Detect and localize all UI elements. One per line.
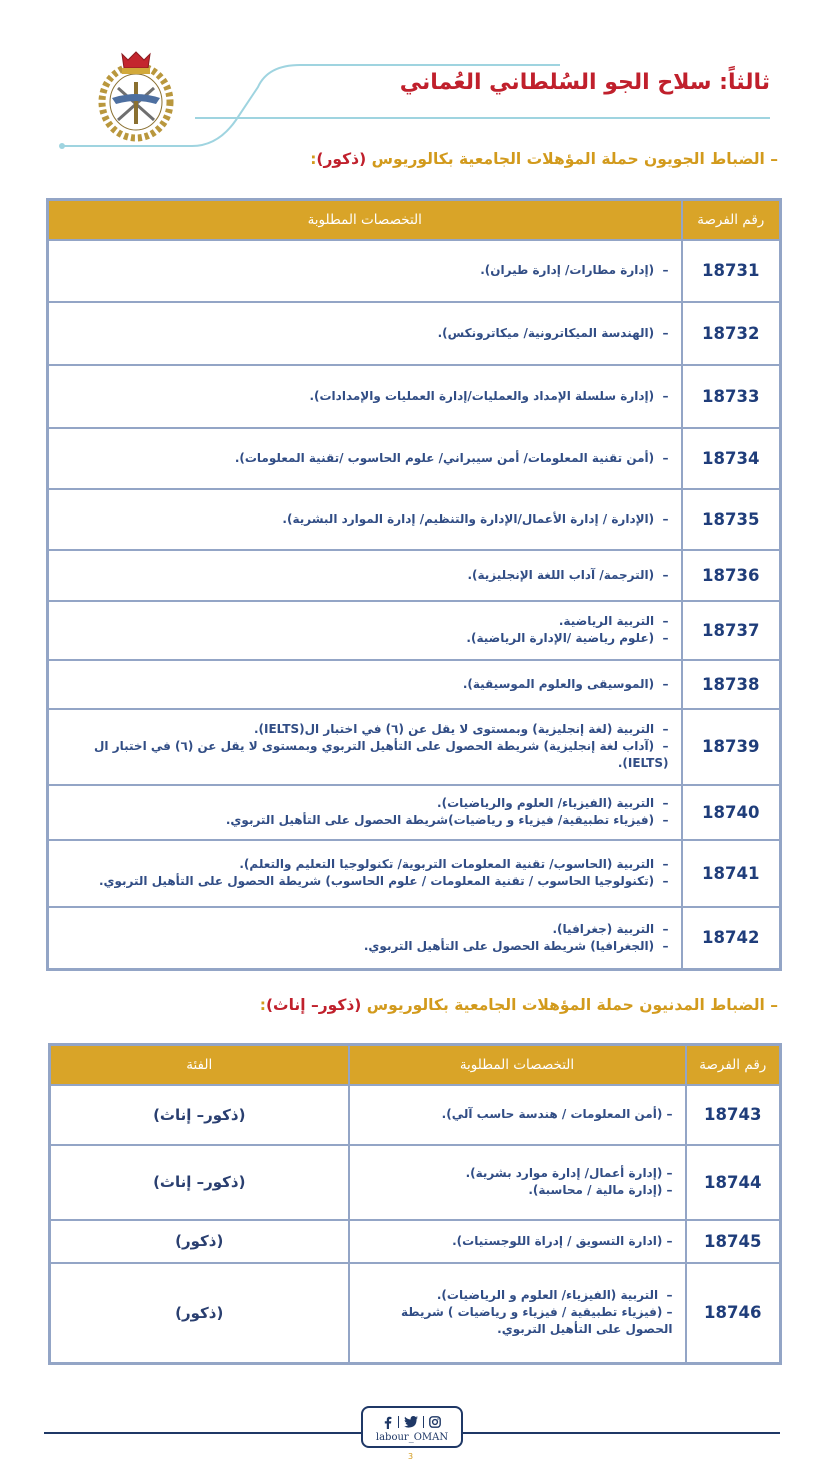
specialization-item: – (أمن تقنية المعلومات/ أمن سيبراني/ علوم الحاسوب /تقنية المعلومات). (234, 450, 669, 465)
footer-divider-left (44, 1432, 362, 1434)
opportunity-number: 18741 (682, 840, 781, 907)
specialization-item: – (أمن المعلومات / هندسة حاسب آلي). (441, 1107, 673, 1121)
heading-suffix: : (310, 150, 317, 168)
table-row (48, 601, 781, 660)
table-header-row (48, 200, 781, 240)
required-specializations (48, 550, 682, 601)
required-specializations (48, 489, 682, 550)
table-row (50, 1220, 781, 1263)
specialization-item: – (تكنولوجيا الحاسوب / تقنية المعلومات / علوم الحاسوب) شريطة الحصول على التأهيل التربوي. (98, 874, 669, 888)
air-force-emblem (92, 44, 180, 144)
opportunity-number: 18740 (682, 785, 781, 840)
gender-category: (ذكور) (50, 1263, 349, 1364)
required-specializations (48, 240, 682, 302)
specialization-item: – التربية (الفيزياء/ العلوم و الرياضيات). (436, 1288, 673, 1303)
gender-label: (ذكور– إناث) (265, 996, 362, 1014)
footer-divider-right (463, 1432, 780, 1434)
specialization-item: – (الإدارة / إدارة الأعمال/الإدارة والتنظيم/ إدارة الموارد البشرية). (282, 511, 669, 526)
gender-category: (ذكور– إناث) (50, 1145, 349, 1220)
specialization-item: – التربية (الحاسوب/ تقنية المعلومات التربوية/ تكنولوجيا التعليم والتعلم). (239, 857, 669, 871)
gender-category: (ذكور) (50, 1220, 349, 1263)
opportunity-number: 18743 (686, 1085, 781, 1145)
facebook-icon[interactable] (383, 1416, 393, 1429)
specialization-item: – (ادارة التسويق / إدراة اللوجستيات). (452, 1233, 673, 1248)
table-row (48, 785, 781, 840)
specialization-item: – (آداب لغة إنجليزية) شريطة الحصول على التأهيل التربوي وبمستوى لا يقل عن (٦) في اختبار ال (IELTS). (89, 739, 669, 770)
opportunity-number: 18731 (682, 240, 781, 302)
icon-separator (398, 1416, 399, 1428)
section-heading-text: – الضباط الجويون حملة المؤهلات الجامعية بكالوريوس (366, 150, 778, 168)
required-specializations (48, 428, 682, 489)
specialization-item: – (إدارة مطارات/ إدارة طيران). (480, 263, 669, 277)
opportunity-number: 18734 (682, 428, 781, 489)
required-specializations (48, 840, 682, 907)
specialization-item: – التربية (لغة إنجليزية) وبمستوى لا يقل عن (٦) في اختبار ال(IELTS). (253, 722, 669, 736)
table-row (48, 302, 781, 365)
opportunity-number: 18733 (682, 365, 781, 428)
section-heading-civil-officers (260, 996, 778, 1014)
opportunity-number: 18735 (682, 489, 781, 550)
col-header-category: الفئة (50, 1045, 349, 1085)
table-row (48, 365, 781, 428)
table-row (48, 428, 781, 489)
required-specializations (48, 365, 682, 428)
specialization-item: – (إدارة سلسلة الإمداد والعمليات/إدارة العمليات والإمدادات). (309, 388, 669, 403)
specialization-item: – التربية الرياضية. (558, 614, 669, 628)
instagram-icon[interactable] (429, 1416, 441, 1428)
specialization-item: – التربية (الفيزياء/ العلوم والرياضيات). (437, 796, 669, 810)
table-header-row (50, 1045, 781, 1085)
specialization-item: – (الموسيقى والعلوم الموسيقية). (462, 676, 669, 691)
table-row (50, 1085, 781, 1145)
specialization-item: – (إدارة مالية / محاسبة). (528, 1183, 673, 1197)
col-header-specs: التخصصات المطلوبة (48, 200, 682, 240)
table-row (48, 550, 781, 601)
col-header-number: رقم الفرصة (682, 200, 781, 240)
specialization-item: – (فيزياء تطبيقية/ فيزياء و رياضيات)شريطة الحصول على التأهيل التربوي. (225, 813, 669, 827)
required-specializations (349, 1263, 686, 1364)
heading-suffix: : (259, 996, 266, 1014)
table-row (48, 907, 781, 970)
specialization-item: – التربية (جغرافيا). (552, 921, 669, 936)
opportunity-number: 18744 (686, 1145, 781, 1220)
table-row (48, 709, 781, 785)
specialization-item: – (الترجمة/ آداب اللغة الإنجليزية). (467, 567, 669, 582)
specialization-item: – (إدارة أعمال/ إدارة موارد بشرية). (465, 1166, 673, 1180)
opportunity-number: 18742 (682, 907, 781, 970)
social-media-badge[interactable] (361, 1406, 463, 1448)
col-header-number: رقم الفرصة (686, 1045, 781, 1085)
icon-separator (423, 1416, 424, 1428)
required-specializations (48, 709, 682, 785)
specialization-item: – (علوم رياضية /الإدارة الرياضية). (466, 631, 669, 645)
specialization-item: – (الجغرافيا) شريطة الحصول على التأهيل التربوي. (363, 938, 669, 953)
gender-label: (ذكور) (316, 150, 367, 168)
section-heading-text: – الضباط المدنيون حملة المؤهلات الجامعية بكالوريوس (361, 996, 778, 1014)
social-handle: labour_OMAN (375, 1432, 449, 1443)
table-row (48, 240, 781, 302)
required-specializations (48, 660, 682, 709)
air-officers-table (46, 198, 782, 971)
col-header-specs: التخصصات المطلوبة (349, 1045, 686, 1085)
page-title: ثالثاً: سلاح الجو السُلطاني العُماني (399, 70, 770, 95)
twitter-icon[interactable] (404, 1416, 418, 1428)
gender-category: (ذكور– إناث) (50, 1085, 349, 1145)
opportunity-number: 18737 (682, 601, 781, 660)
page-number: 3 (408, 1452, 414, 1461)
table-row (50, 1263, 781, 1364)
required-specializations (48, 601, 682, 660)
required-specializations (48, 302, 682, 365)
civil-officers-table (48, 1043, 782, 1365)
required-specializations (349, 1220, 686, 1263)
required-specializations (349, 1145, 686, 1220)
opportunity-number: 18738 (682, 660, 781, 709)
social-icons (363, 1414, 461, 1430)
opportunity-number: 18736 (682, 550, 781, 601)
table-row (48, 660, 781, 709)
table-row (48, 840, 781, 907)
opportunity-number: 18746 (686, 1263, 781, 1364)
specialization-item: – (فيزياء تطبيقية / فيزياء و رياضيات ) شريطة الحصول على التأهيل التربوي. (396, 1305, 673, 1337)
required-specializations (48, 785, 682, 840)
section-heading-air-officers (310, 150, 778, 168)
specialization-item: – (الهندسة الميكاترونية/ ميكاترونكس). (437, 325, 669, 340)
required-specializations (349, 1085, 686, 1145)
table-row (50, 1145, 781, 1220)
required-specializations (48, 907, 682, 970)
opportunity-number: 18739 (682, 709, 781, 785)
opportunity-number: 18732 (682, 302, 781, 365)
table-row (48, 489, 781, 550)
opportunity-number: 18745 (686, 1220, 781, 1263)
